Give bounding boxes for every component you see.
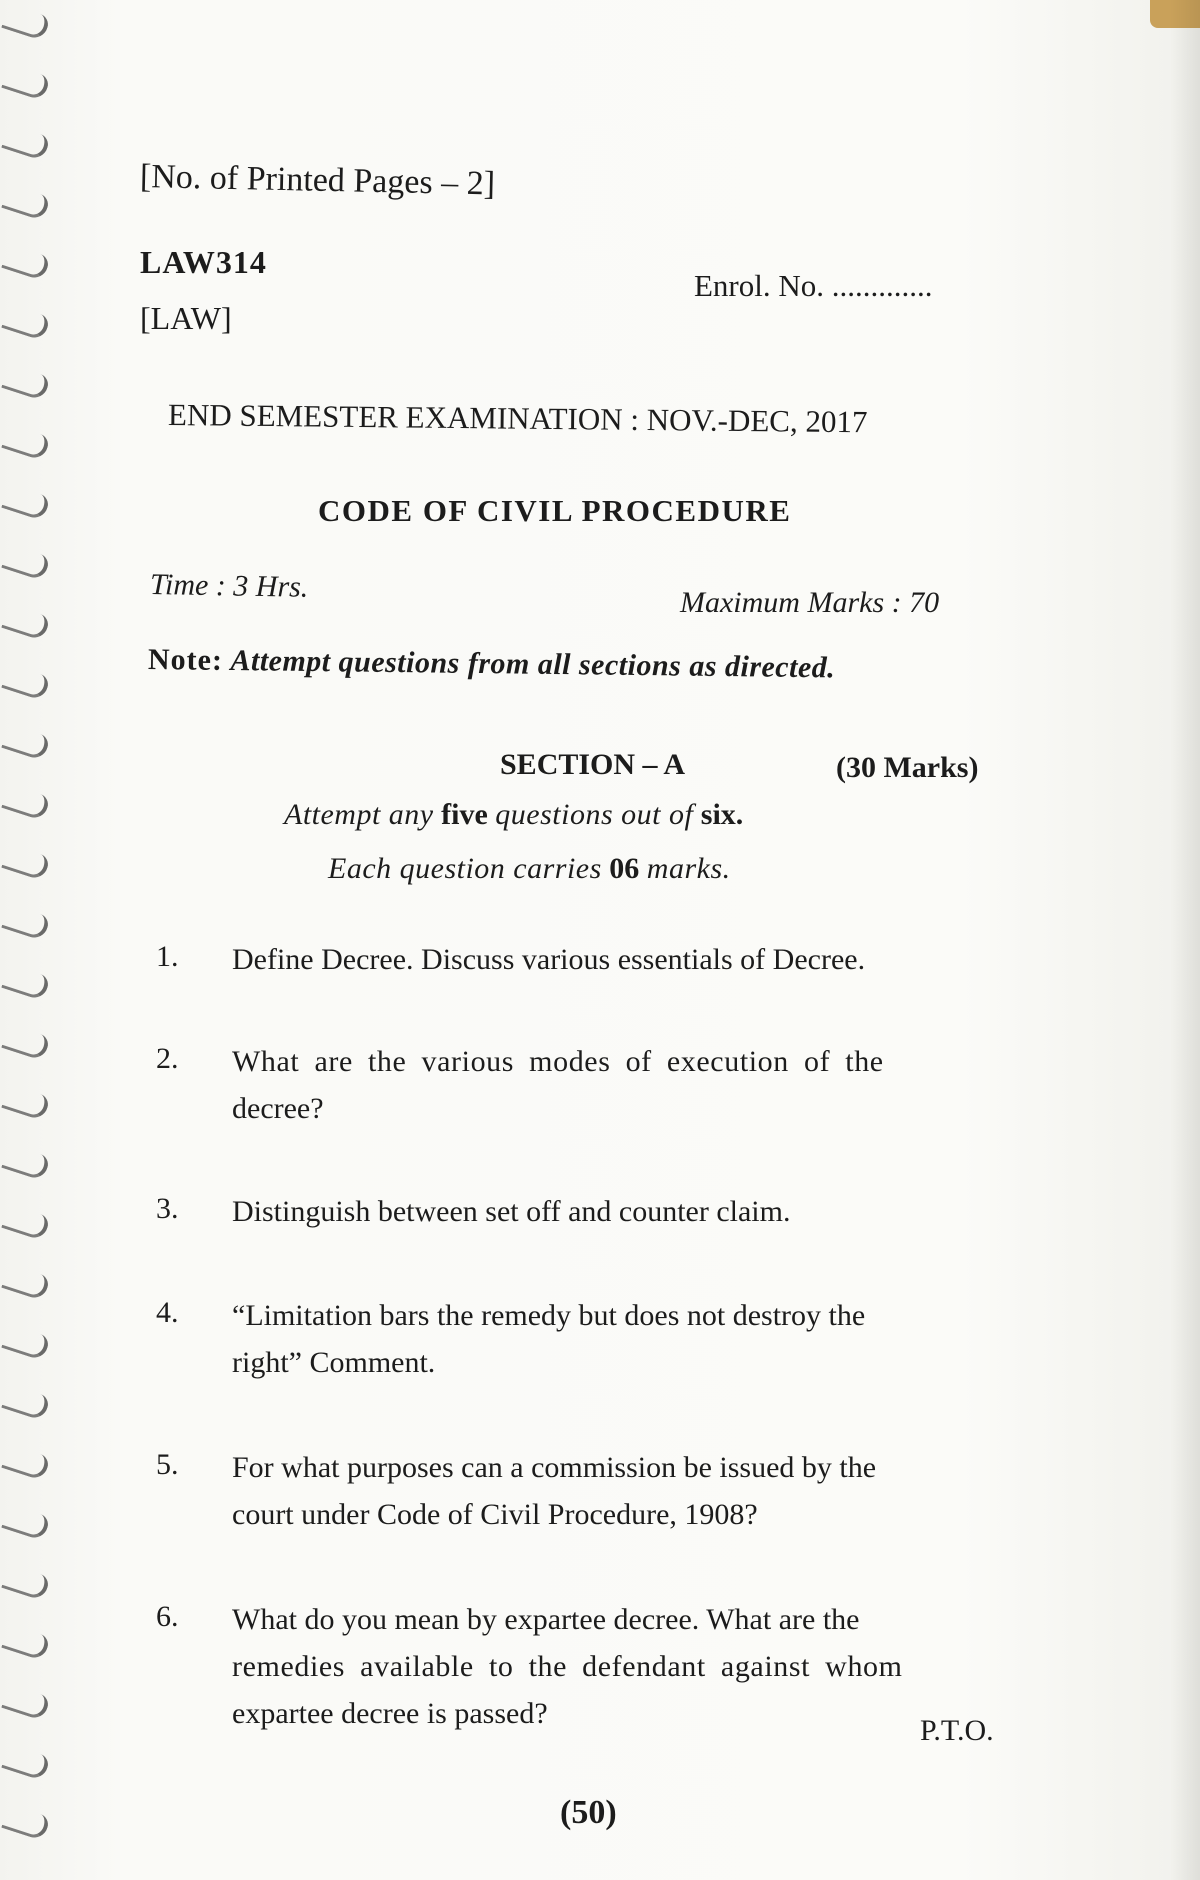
binding-ring <box>1 1504 51 1541</box>
binding-ring <box>1 1444 51 1481</box>
question-text <box>232 936 865 983</box>
question-line: court under Code of Civil Procedure, 1908? <box>232 1498 758 1531</box>
subject-tag: [LAW] <box>140 300 232 336</box>
binding-ring <box>1 244 51 281</box>
spiral-binding <box>0 0 60 1880</box>
binding-ring <box>1 304 51 341</box>
question-text <box>232 1188 790 1235</box>
exam-title: END SEMESTER EXAMINATION : NOV.-DEC, 2017 <box>167 397 868 440</box>
binding-ring <box>1 544 51 581</box>
binding-ring <box>1 364 51 401</box>
pto-marker: P.T.O. <box>920 1714 994 1747</box>
question-text <box>232 1444 876 1538</box>
section-a-title: SECTION – A <box>500 748 686 781</box>
question-line: Distinguish between set off and counter claim. <box>232 1195 791 1228</box>
enrolment-number-field: Enrol. No. ............. <box>694 268 933 303</box>
binding-ring <box>1 64 51 101</box>
instr-text: marks. <box>646 852 731 885</box>
binding-ring <box>1 4 51 41</box>
binding-ring <box>1 1564 51 1601</box>
instr-text: Attempt any <box>284 798 434 831</box>
instr-total: six. <box>700 798 744 831</box>
question-line: For what purposes can a commission be issued by the <box>232 1451 877 1484</box>
question-line: decree? <box>232 1092 324 1125</box>
page-edge-shadow <box>1170 0 1200 1880</box>
question-line: right” Comment. <box>232 1346 436 1379</box>
binding-ring <box>1 664 51 701</box>
question-text <box>232 1038 884 1132</box>
question-number: 2. <box>156 1042 179 1075</box>
question-line: Define Decree. Discuss various essentials of Decree. <box>232 943 866 976</box>
binding-ring <box>1 1264 51 1301</box>
instr-text: Each question carries <box>328 852 602 885</box>
binding-ring <box>1 904 51 941</box>
binding-ring <box>1 1684 51 1721</box>
question-line: remedies available to the defendant against whom <box>232 1650 903 1683</box>
binding-ring <box>1 604 51 641</box>
question-number: 6. <box>156 1600 179 1633</box>
binding-ring <box>1 724 51 761</box>
binding-ring <box>1 784 51 821</box>
question-text <box>232 1596 903 1737</box>
binding-ring <box>1 1384 51 1421</box>
instr-marks-value: 06 <box>609 852 640 885</box>
binding-ring <box>1 1144 51 1181</box>
note-text: Attempt questions from all sections as directed. <box>230 644 836 685</box>
binding-ring <box>1 1024 51 1061</box>
note-label: Note: <box>147 643 224 677</box>
section-instruction-marks <box>328 852 731 886</box>
question-line: expartee decree is passed? <box>232 1697 548 1730</box>
binding-ring <box>1 1084 51 1121</box>
binding-ring <box>1 424 51 461</box>
binding-ring <box>1 844 51 881</box>
paper-title: CODE OF CIVIL PROCEDURE <box>318 493 792 528</box>
binding-ring <box>1 1624 51 1661</box>
instr-count: five <box>441 798 488 831</box>
page-code: (50) <box>560 1794 617 1831</box>
binding-ring <box>1 1804 51 1841</box>
binding-ring <box>1 1324 51 1361</box>
instr-text: questions out of <box>495 798 694 831</box>
question-line: “Limitation bars the remedy but does not destroy the <box>232 1299 866 1332</box>
question-number: 1. <box>156 940 179 973</box>
exam-duration: Time : 3 Hrs. <box>149 568 309 604</box>
binding-ring <box>1 184 51 221</box>
exam-note <box>148 643 836 685</box>
question-text <box>232 1292 865 1386</box>
section-a-marks: (30 Marks) <box>836 751 979 784</box>
binding-ring <box>1 1204 51 1241</box>
binding-ring <box>1 484 51 521</box>
binding-ring <box>1 124 51 161</box>
maximum-marks: Maximum Marks : 70 <box>680 586 940 619</box>
question-number: 5. <box>156 1448 179 1481</box>
printed-pages-note: [No. of Printed Pages – 2] <box>139 158 496 203</box>
question-line: What are the various modes of execution of the <box>232 1045 884 1078</box>
binding-ring <box>1 964 51 1001</box>
binding-ring <box>1 1744 51 1781</box>
section-instruction-attempt <box>284 798 743 832</box>
course-code: LAW314 <box>140 244 267 280</box>
question-number: 4. <box>156 1296 179 1329</box>
question-line: What do you mean by expartee decree. What are the <box>232 1603 860 1636</box>
question-number: 3. <box>156 1192 179 1225</box>
